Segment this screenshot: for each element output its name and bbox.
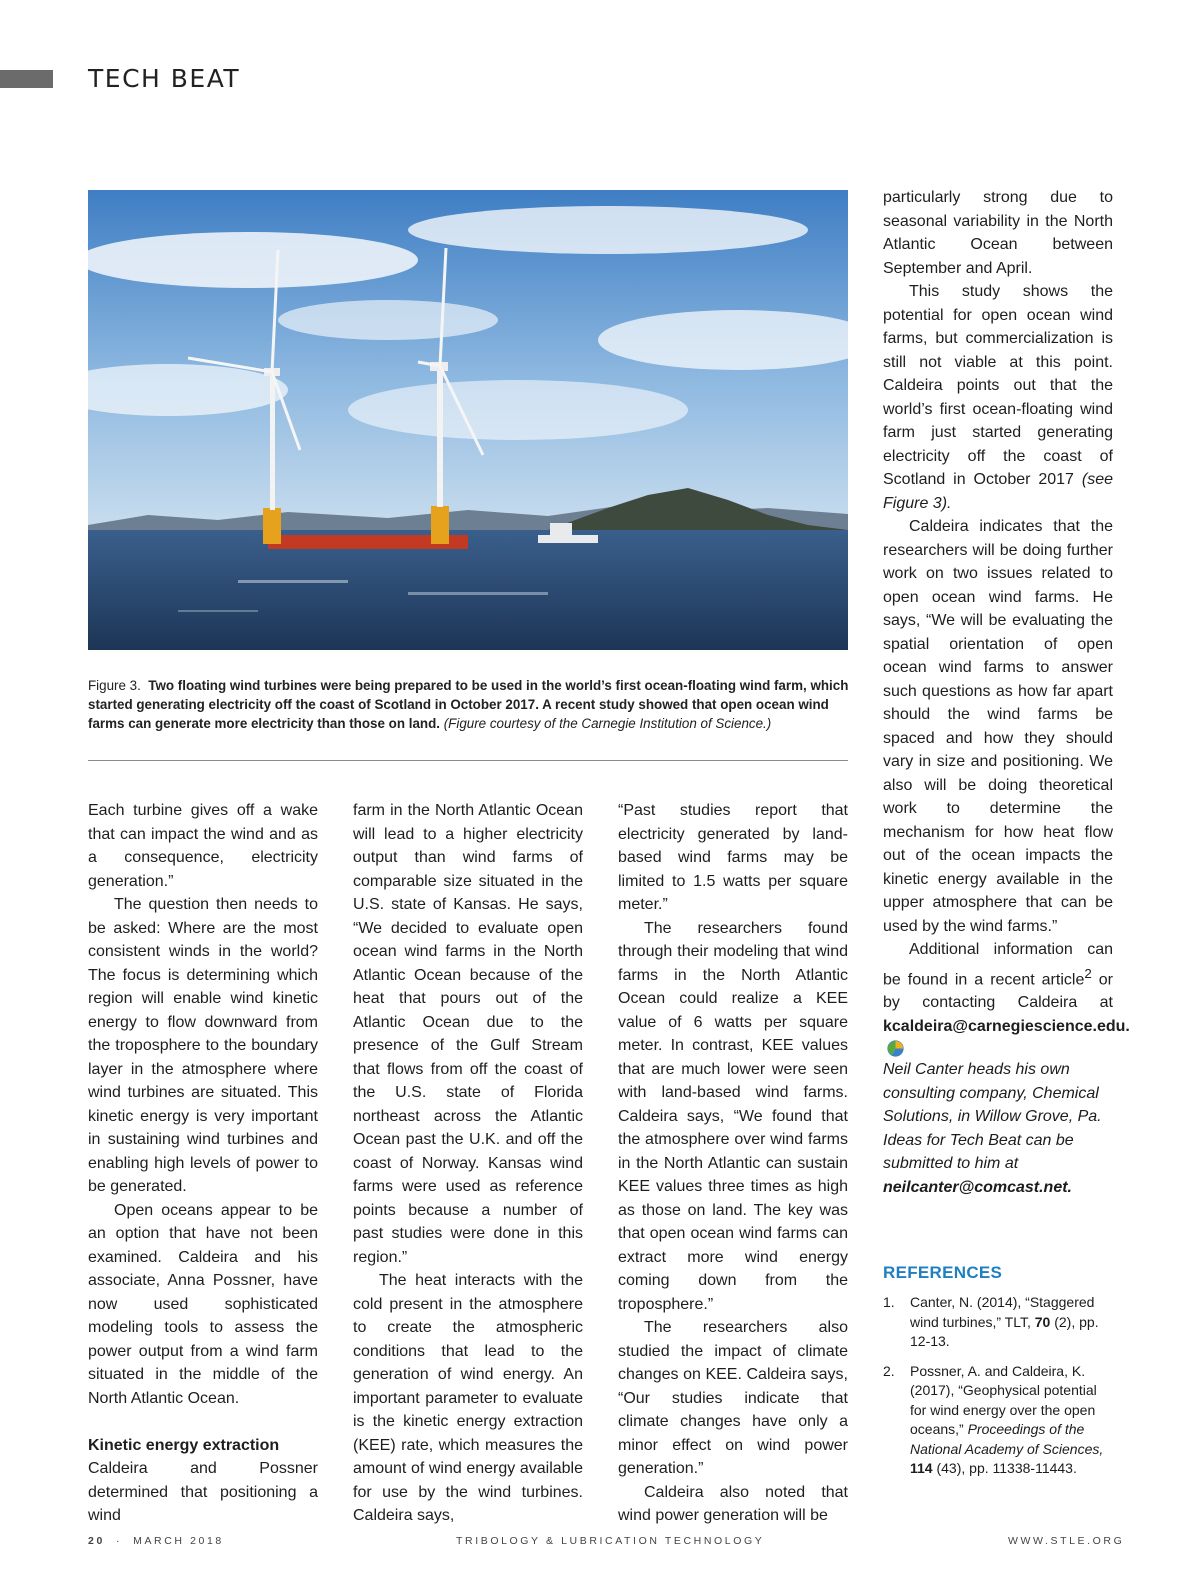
issue-date: MARCH 2018: [133, 1535, 224, 1547]
paragraph: Each turbine gives off a wake that can impact the wind and as a consequence, electricity generation.”: [88, 802, 318, 890]
article-column-3: [618, 799, 848, 1528]
paragraph: [883, 938, 1130, 1062]
footer-page-date: [88, 1535, 224, 1547]
reference-number: 2.: [883, 1362, 895, 1379]
reference-pages: (43), pp. 11338-11443.: [936, 1460, 1077, 1476]
website-link[interactable]: WWW.STLE.ORG: [1008, 1535, 1125, 1547]
page-number: 20: [88, 1535, 105, 1547]
reference-pages: (2), pp. 12-13.: [910, 1313, 1099, 1349]
paragraph: Caldeira also noted that wind power generation will be: [618, 1483, 848, 1524]
paragraph: Open oceans appear to be an option that have not been examined. Caldeira and his associate, Anna Possner, have now used sophisticated modeling tools to assess the power output from a wind farm situated in the middle of the North Atlantic Ocean.: [88, 1201, 318, 1407]
author-email-link[interactable]: neilcanter@comcast.net.: [883, 1178, 1072, 1196]
paragraph-text: Additional information can be found in a recent article: [883, 941, 1113, 988]
wind-turbine-photo: [88, 190, 848, 650]
end-mark-icon: [887, 1040, 904, 1057]
caption-divider: [88, 760, 848, 761]
paragraph: The researchers also studied the impact of climate changes on KEE. Caldeira says, “Our studies indicate that climate changes have only a minor effect on wind power generation.”: [618, 1319, 848, 1477]
figure-caption-text: Two floating wind turbines were being prepared to be used in the world’s first ocean-floating wind farm, which started generating electricity off the coast of Scotland in October 2017. A recent study showed that open ocean wind farms can generate more electricity than those on land.: [88, 678, 849, 731]
paragraph: The researchers found through their modeling that wind farms in the North Atlantic Ocean could realize a KEE value of 6 watts per square meter. In contrast, KEE values that are much lower were seen with land-based wind farms. Caldeira says, “We found that the atmosphere over wind farms in the North Atlantic can sustain KEE values three times as high as those on land. The key was that open ocean wind farms can extract more wind energy coming down from the troposphere.”: [618, 919, 848, 1313]
reference-item: [883, 1293, 1115, 1352]
footer-separator: ·: [115, 1535, 123, 1547]
article-column-4: [883, 186, 1130, 1062]
author-bio: [883, 1058, 1118, 1199]
reference-journal: Proceedings of the National Academy of Sciences,: [910, 1421, 1104, 1457]
reference-volume: 114: [910, 1460, 933, 1476]
article-column-1: [88, 799, 318, 1528]
paragraph: particularly strong due to seasonal variability in the North Atlantic Ocean between September and April.: [883, 189, 1113, 277]
paragraph: farm in the North Atlantic Ocean will lead to a higher electricity output than wind farms of comparable size situated in the U.S. state of Kansas. He says, “We decided to evaluate open ocean wind farms in the North Atlantic Ocean because of the heat that pours out of the Atlantic Ocean due to the presence of the Gulf Stream that flows from off the coast of the U.S. state of Florida northeast across the Atlantic Ocean past the U.K. and off the coast of Norway. Kansas wind farms were used as reference points because a number of past studies were done in this region.”: [353, 802, 583, 1266]
subheading: Kinetic energy extraction: [88, 1436, 280, 1454]
reference-text: Possner, A. and Caldeira, K. (2017), “Geophysical potential for wind energy over the open oceans,”: [910, 1362, 1097, 1437]
references-heading: REFERENCES: [883, 1263, 1003, 1282]
paragraph: The question then needs to be asked: Where are the most consistent winds in the world? The focus is determining which region will enable wind kinetic energy to flow downward from the troposphere to the boundary layer in the atmosphere where wind turbines are situated. This kinetic energy is very important in sustaining wind turbines and enabling high levels of power to be generated.: [88, 896, 318, 1195]
reference-number: 1.: [883, 1294, 895, 1310]
email-link[interactable]: kcaldeira@carnegiescience.edu.: [883, 1017, 1130, 1035]
paragraph: The heat interacts with the cold present in the atmosphere to create the atmospheric conditions that lead to the generation of wind energy. An important parameter to evaluate is the kinetic energy extraction (KEE) rate, which measures the amount of wind energy available for use by the wind turbines. Caldeira says,: [353, 1272, 583, 1524]
paragraph: Caldeira indicates that the researchers will be doing further work on two issues related to open ocean wind farms. He says, “We will be evaluating the spatial orientation of open ocean wind farms to answer such questions as how far apart should the wind farms be spaced and how they should vary in size and positioning. We also will be doing theoretical work to determine the mechanism for how heat flow out of the ocean impacts the kinetic energy available in the upper atmosphere that can be used by the wind farms.”: [883, 518, 1113, 935]
reference-text: Canter, N. (2014), “Staggered wind turbines,” TLT,: [910, 1294, 1095, 1330]
figure-credit: (Figure courtesy of the Carnegie Institution of Science.): [443, 716, 772, 731]
reference-item: [883, 1362, 1115, 1479]
article-column-2: [353, 799, 583, 1528]
figure-caption: [88, 676, 850, 733]
paragraph: [883, 280, 1113, 515]
paragraph-text: This study shows the potential for open ocean wind farms, but commercialization is still not viable at this point. Caldeira points out that the world’s first ocean-floating wind farm just started generating electricity off the coast of Scotland in October 2017: [883, 283, 1113, 488]
footnote-marker: 2: [1084, 965, 1092, 981]
publication-name: TRIBOLOGY & LUBRICATION TECHNOLOGY: [456, 1535, 765, 1547]
references-list: [883, 1293, 1115, 1489]
figure-label: Figure 3.: [88, 678, 141, 693]
paragraph-text: or by contacting Caldeira at: [883, 970, 1113, 1012]
paragraph: “Past studies report that electricity generated by land-based wind farms may be limited to 1.5 watts per square meter.”: [618, 802, 848, 913]
paragraph: Caldeira and Possner determined that positioning a wind: [88, 1460, 318, 1524]
section-marker-bar: [0, 70, 53, 88]
reference-volume: 70: [1034, 1313, 1051, 1330]
figure-reference: (see Figure 3).: [883, 471, 1114, 512]
section-title: TECH BEAT: [88, 64, 241, 93]
bio-text: Neil Canter heads his own consulting company, Chemical Solutions, in Willow Grove, Pa. Ideas for Tech Beat can be submitted to him at: [883, 1061, 1102, 1172]
